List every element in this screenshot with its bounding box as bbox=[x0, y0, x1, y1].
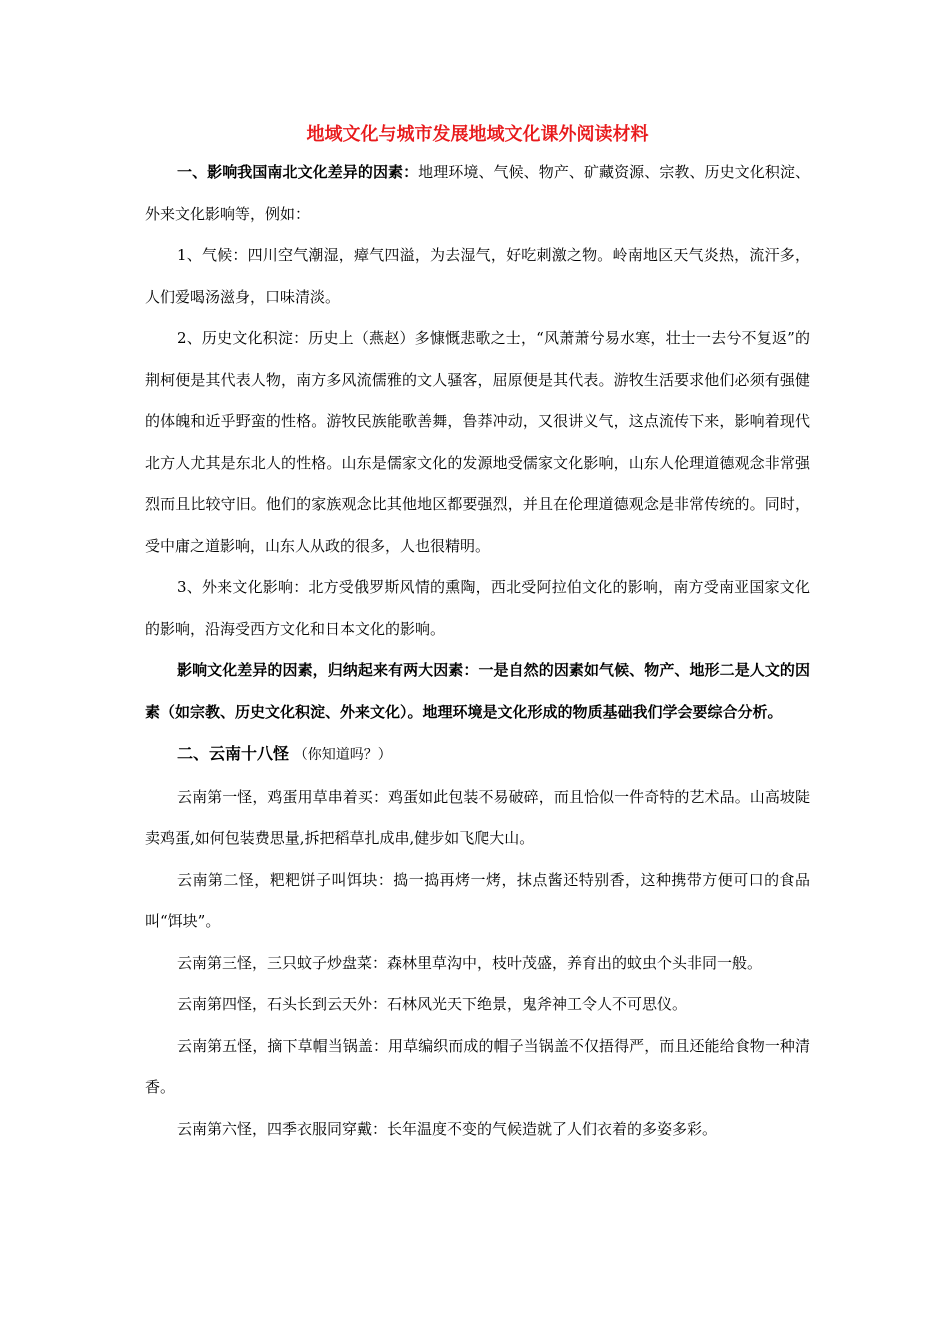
section1-heading: 一、影响我国南北文化差异的因素： bbox=[177, 163, 419, 181]
section2-heading-line bbox=[145, 733, 810, 777]
yunnan-item: 云南第三怪，三只蚊子炒盘菜：森林里草沟中，枝叶茂盛，养育出的蚊虫个头非同一般。 bbox=[177, 953, 763, 972]
section1-item-history: 2、历史文化积淀：历史上（燕赵）多慷慨悲歌之士，“风萧萧兮易水寒，壮士一去兮不复返”的荆柯便是其代表人物，南方多风流儒雅的文人骚客，屈原便是其代表。游牧生活要求他们必须有强健的体魄和近乎野蛮的性格。游牧民族能歌善舞，鲁莽冲动，又很讲义气，这点流传下来，影响着现代北方人尤其是东北人的性格。山东是儒家文化的发源地受儒家文化影响，山东人伦理道德观念非常强烈而且比较守旧。他们的家族观念比其他地区都要强烈，并且在伦理道德观念是非常传统的。同时，受中庸之道影响，山东人从政的很多，人也很精明。 bbox=[145, 329, 810, 555]
section1-summary: 影响文化差异的因素，归纳起来有两大因素：一是自然的因素如气候、物产、地形二是人文的因素（如宗教、历史文化积淀、外来文化）。地理环境是文化形成的物质基础我们学会要综合分析。 bbox=[145, 661, 810, 721]
document-body bbox=[145, 118, 810, 1150]
yunnan-item: 云南第二怪，粑粑饼子叫饵块：捣一捣再烤一烤，抹点酱还特别香，这种携带方便可口的食品叫“饵块”。 bbox=[145, 870, 810, 930]
yunnan-item: 云南第一怪，鸡蛋用草串着买：鸡蛋如此包装不易破碎，而且恰似一件奇特的艺术品。山高坡陡卖鸡蛋,如何包装费思量,拆把稻草扎成串,健步如飞爬大山。 bbox=[145, 787, 810, 847]
section2-note: （你知道吗？） bbox=[293, 747, 392, 763]
section2-heading: 二、云南十八怪 bbox=[177, 744, 290, 763]
page-title: 地域文化与城市发展地域文化课外阅读材料 bbox=[306, 124, 649, 145]
section1-item-climate: 1、气候：四川空气潮湿，瘴气四溢，为去湿气，好吃刺激之物。岭南地区天气炎热，流汗多，人们爱喝汤滋身，口味清淡。 bbox=[145, 246, 810, 306]
section1-item-foreign: 3、外来文化影响：北方受俄罗斯风情的熏陶，西北受阿拉伯文化的影响，南方受南亚国家文化的影响，沿海受西方文化和日本文化的影响。 bbox=[145, 578, 810, 638]
yunnan-item: 云南第六怪，四季衣服同穿戴：长年温度不变的气候造就了人们衣着的多姿多彩。 bbox=[177, 1119, 718, 1138]
yunnan-item: 云南第四怪，石头长到云天外：石林风光天下绝景，鬼斧神工令人不可思仪。 bbox=[177, 995, 688, 1013]
yunnan-item: 云南第五怪，摘下草帽当锅盖：用草编织而成的帽子当锅盖不仅捂得严，而且还能给食物一种清香。 bbox=[145, 1036, 810, 1096]
section1-paragraph bbox=[145, 152, 810, 235]
section1-intro: 地理环境、气候、物产、矿藏资源、宗教、历史文化积淀、外来文化影响等，例如： bbox=[145, 163, 810, 223]
